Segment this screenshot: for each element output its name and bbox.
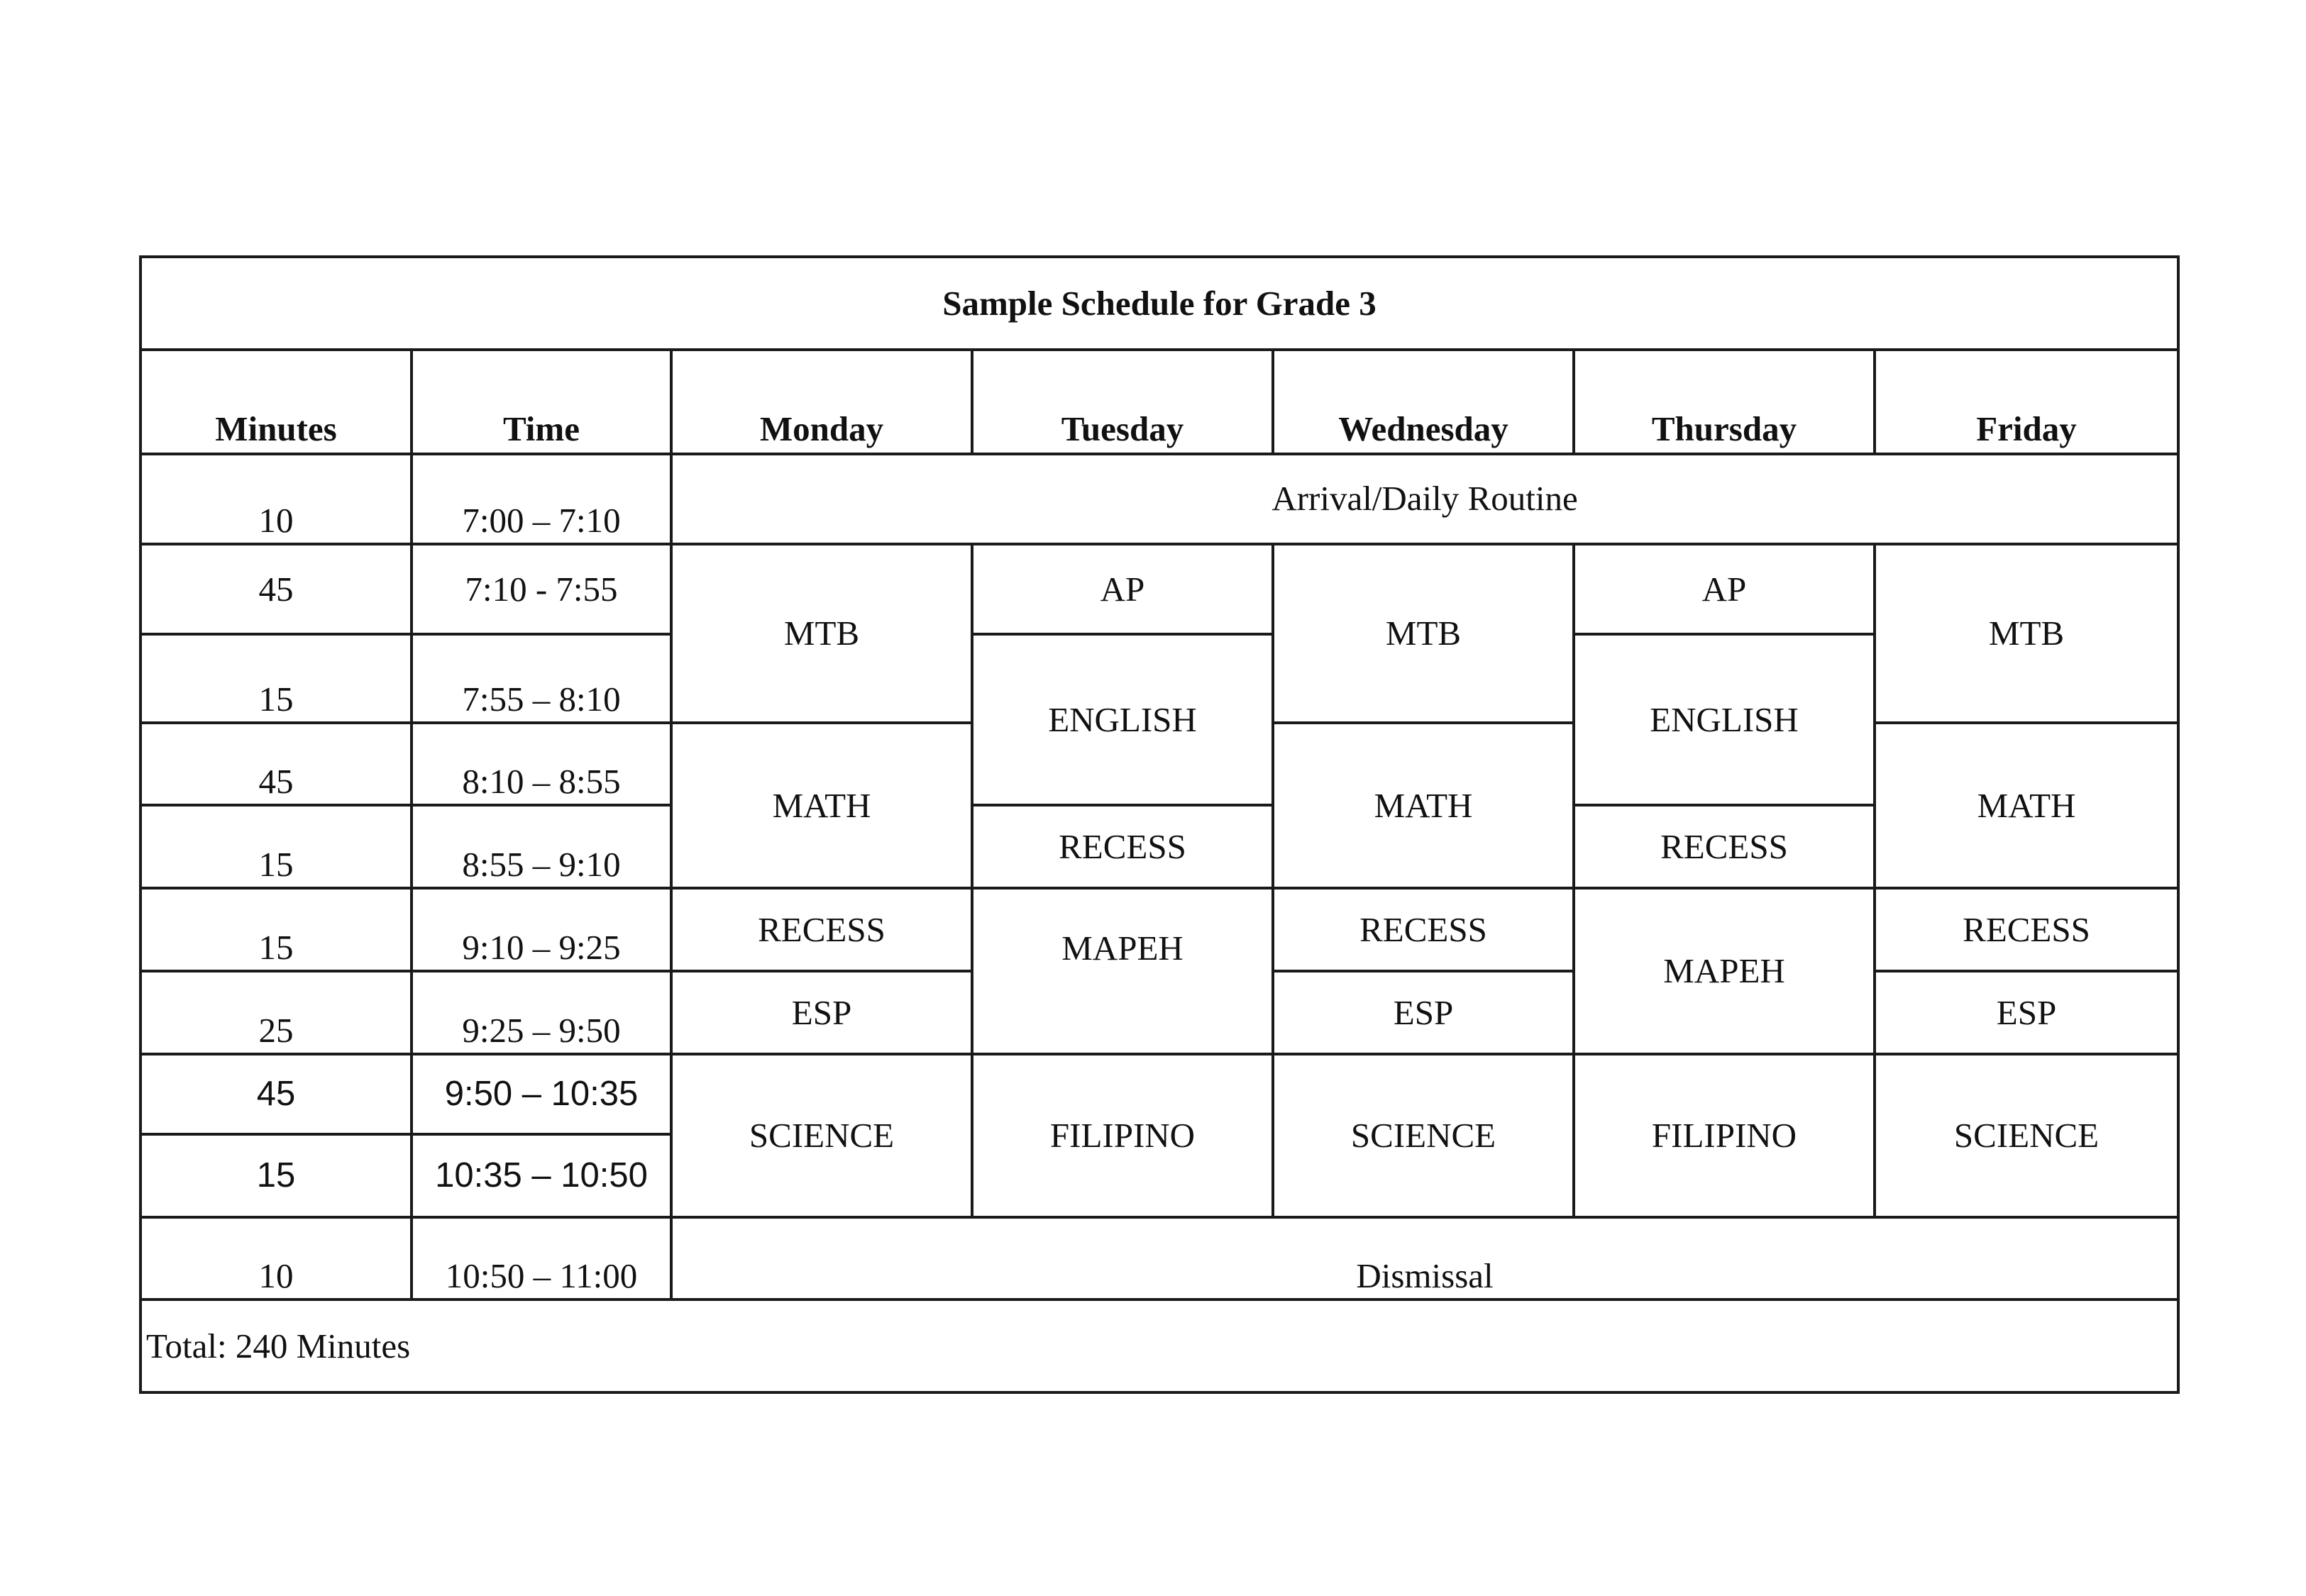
table-row [140, 888, 2178, 971]
time-cell: 7:55 – 8:10 [412, 634, 671, 723]
total-minutes: Total: 240 Minutes [140, 1299, 2178, 1392]
table-row [140, 805, 2178, 888]
tuesday-english: ENGLISH [972, 634, 1273, 805]
minutes-cell: 45 [140, 723, 412, 805]
dismissal-cell: Dismissal [671, 1217, 2178, 1299]
schedule-title: Sample Schedule for Grade 3 [140, 257, 2178, 350]
tuesday-filipino: FILIPINO [972, 1054, 1273, 1217]
time-cell: 10:50 – 11:00 [412, 1217, 671, 1299]
time-cell: 9:10 – 9:25 [412, 888, 671, 971]
friday-recess: RECESS [1875, 888, 2178, 971]
header-minutes: Minutes [140, 350, 412, 454]
table-row [140, 454, 2178, 544]
minutes-cell: 15 [140, 805, 412, 888]
header-friday: Friday [1875, 350, 2178, 454]
schedule-table [139, 255, 2180, 1394]
time-cell: 9:50 – 10:35 [412, 1054, 671, 1134]
header-wednesday: Wednesday [1273, 350, 1574, 454]
time-cell: 9:25 – 9:50 [412, 971, 671, 1054]
table-row [140, 1217, 2178, 1299]
wednesday-science: SCIENCE [1273, 1054, 1574, 1217]
minutes-cell: 10 [140, 454, 412, 544]
friday-esp: ESP [1875, 971, 2178, 1054]
minutes-cell: 15 [140, 888, 412, 971]
monday-math: MATH [671, 723, 972, 888]
header-row [140, 350, 2178, 454]
minutes-cell: 10 [140, 1217, 412, 1299]
monday-science: SCIENCE [671, 1054, 972, 1217]
thursday-mapeh: MAPEH [1574, 888, 1875, 1054]
wednesday-math: MATH [1273, 723, 1574, 888]
table-row [140, 634, 2178, 723]
minutes-cell: 45 [140, 544, 412, 634]
arrival-routine-cell: Arrival/Daily Routine [671, 454, 2178, 544]
time-cell: 8:55 – 9:10 [412, 805, 671, 888]
friday-mtb: MTB [1875, 544, 2178, 723]
thursday-recess: RECESS [1574, 805, 1875, 888]
header-time: Time [412, 350, 671, 454]
schedule-document [139, 255, 2177, 1394]
time-cell: 10:35 – 10:50 [412, 1134, 671, 1217]
minutes-cell: 45 [140, 1054, 412, 1134]
monday-recess: RECESS [671, 888, 972, 971]
time-cell: 8:10 – 8:55 [412, 723, 671, 805]
wednesday-recess: RECESS [1273, 888, 1574, 971]
minutes-cell: 25 [140, 971, 412, 1054]
header-thursday: Thursday [1574, 350, 1875, 454]
table-row [140, 544, 2178, 634]
tuesday-ap: AP [972, 544, 1273, 634]
time-cell: 7:10 - 7:55 [412, 544, 671, 634]
tuesday-mapeh: MAPEH [972, 888, 1273, 1054]
time-cell: 7:00 – 7:10 [412, 454, 671, 544]
monday-mtb: MTB [671, 544, 972, 723]
friday-science: SCIENCE [1875, 1054, 2178, 1217]
thursday-ap: AP [1574, 544, 1875, 634]
thursday-filipino: FILIPINO [1574, 1054, 1875, 1217]
header-monday: Monday [671, 350, 972, 454]
minutes-cell: 15 [140, 634, 412, 723]
table-row [140, 1054, 2178, 1134]
minutes-cell: 15 [140, 1134, 412, 1217]
wednesday-esp: ESP [1273, 971, 1574, 1054]
wednesday-mtb: MTB [1273, 544, 1574, 723]
thursday-english: ENGLISH [1574, 634, 1875, 805]
friday-math: MATH [1875, 723, 2178, 888]
header-tuesday: Tuesday [972, 350, 1273, 454]
tuesday-recess: RECESS [972, 805, 1273, 888]
monday-esp: ESP [671, 971, 972, 1054]
